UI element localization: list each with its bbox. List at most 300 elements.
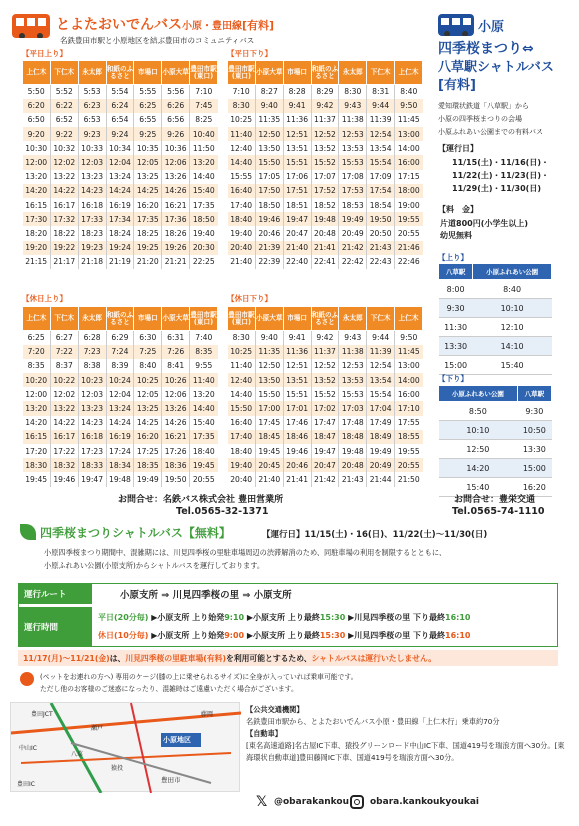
time-cell: 9:41	[283, 331, 311, 345]
time-cell: 13:51	[283, 141, 311, 155]
time-cell: 19:45	[23, 472, 51, 486]
time-cell: 13:20	[23, 170, 51, 184]
time-cell: 17:50	[255, 184, 283, 198]
time-cell: 20:47	[283, 226, 311, 240]
table-row	[23, 212, 218, 226]
time-cell: 17:40	[228, 430, 256, 444]
time-cell: 21:39	[255, 241, 283, 255]
time-cell: 9:40	[255, 331, 283, 345]
time-cell: 12:51	[283, 127, 311, 141]
time-cell: 18:50	[190, 212, 218, 226]
column-header: 上仁木	[23, 61, 51, 85]
time-cell: 6:56	[162, 113, 190, 127]
time-cell: 11:36	[283, 113, 311, 127]
time-cell: 11:35	[255, 345, 283, 359]
time-cell: 9:22	[50, 127, 78, 141]
table-row	[439, 356, 552, 375]
time-cell: 10:25	[228, 345, 256, 359]
time-cell: 14:20	[439, 459, 518, 478]
time-cell: 11:40	[228, 127, 256, 141]
column-header: 小原ふれあい公園	[439, 386, 518, 402]
time-cell: 19:24	[106, 241, 134, 255]
tel-hoei: Tel.0565-74-1110	[452, 506, 545, 517]
time-cell: 13:20	[192, 389, 215, 399]
time-cell: 14:10	[473, 337, 552, 356]
time-cell: 11:38	[339, 345, 367, 359]
table-row	[228, 155, 423, 169]
time-cell: 19:48	[311, 212, 339, 226]
time-cell: 14:40	[228, 155, 256, 169]
title-route: 小原・豊田線	[182, 21, 242, 32]
time-cell: 16:15	[23, 430, 51, 444]
time-cell: 12:03	[78, 387, 106, 401]
table-row	[439, 402, 552, 421]
time-cell: 17:22	[50, 444, 78, 458]
wd-last-label: ▶小原支所 上り最終	[246, 613, 320, 622]
time-cell: 16:00	[397, 389, 420, 399]
access-car: [東名高速道路]名古屋IC下車、猿投グリーンロード中山IC下車、国道419号を瑞浪方面へ30分。[東海環状自動車道]豊田藤岡IC下車、国道419号を瑞浪方面へ30分。	[246, 741, 565, 762]
pet-line: (ペットをお連れの方へ) 専用のケージ(膝の上に乗せられるサイズ)に全身が入っていれば乗車可能です。	[40, 673, 358, 681]
time-cell: 18:24	[106, 226, 134, 240]
time-cell: 12:53	[339, 127, 367, 141]
time-cell: 14:00	[395, 373, 423, 387]
time-cell: 19:49	[134, 472, 162, 486]
time-cell: 11:45	[397, 115, 420, 125]
holiday-up-table	[22, 306, 218, 487]
time-cell: 7:40	[195, 333, 213, 343]
time-cell: 9:43	[339, 331, 367, 345]
column-header: 永太郎	[339, 307, 367, 331]
time-cell: 17:25	[134, 444, 162, 458]
time-cell: 7:22	[50, 345, 78, 359]
time-cell: 12:54	[367, 127, 395, 141]
free-desc-line: 小原ふれあい公園(小原支所)からシャトルバスを運行しております。	[44, 561, 265, 570]
time-cell: 18:50	[255, 198, 283, 212]
time-cell: 18:51	[283, 198, 311, 212]
time-cell: 8:30	[228, 99, 256, 113]
time-cell: 18:46	[283, 430, 311, 444]
time-cell: 18:20	[23, 226, 51, 240]
time-cell: 17:48	[339, 416, 367, 430]
time-cell: 17:49	[367, 416, 395, 430]
column-header: 和紙のふるさと	[311, 61, 339, 85]
instagram-handle[interactable]: obara.kankoukyoukai	[370, 797, 480, 807]
time-cell: 10:25	[228, 113, 256, 127]
time-cell: 12:06	[162, 387, 190, 401]
time-cell: 12:10	[473, 318, 552, 337]
time-cell: 14:25	[134, 416, 162, 430]
time-cell: 19:46	[255, 212, 283, 226]
time-cell: 9:24	[106, 127, 134, 141]
time-cell: 11:50	[192, 143, 215, 153]
time-cell: 12:53	[339, 359, 367, 373]
time-cell: 17:33	[78, 212, 106, 226]
shuttle-up-table	[438, 263, 552, 375]
time-cell: 14:00	[397, 143, 420, 153]
time-cell: 17:07	[311, 170, 339, 184]
time-cell: 18:53	[339, 198, 367, 212]
table-row	[228, 198, 423, 212]
column-header: 豊田市駅(東口)	[190, 61, 218, 85]
time-cell: 5:50	[23, 85, 51, 99]
table-row	[23, 472, 218, 486]
table-row	[228, 430, 423, 444]
time-cell: 20:49	[367, 458, 395, 472]
time-cell: 13:52	[311, 141, 339, 155]
time-cell: 18:25	[134, 226, 162, 240]
time-cell: 13:22	[50, 170, 78, 184]
time-cell: 16:19	[106, 198, 134, 212]
time-cell: 15:40	[190, 184, 218, 198]
time-cell: 17:26	[162, 444, 190, 458]
time-cell: 11:38	[339, 113, 367, 127]
time-cell: 9:55	[195, 361, 213, 371]
time-cell: 12:40	[228, 373, 256, 387]
time-cell: 21:15	[23, 255, 51, 269]
column-header: 市場口	[134, 307, 162, 331]
time-cell: 14:22	[50, 416, 78, 430]
time-cell: 19:25	[134, 241, 162, 255]
time-cell: 7:20	[23, 345, 51, 359]
table-row	[228, 170, 423, 184]
access-public-label: 【公共交通機関】	[246, 705, 304, 714]
time-cell: 6:29	[106, 331, 134, 345]
access-public: 名鉄豊田市駅から、とよたおいでんバス小原・豊田線「上仁木行」乗車約70分	[246, 717, 500, 726]
shuttle-down-label: 【下り】	[438, 374, 468, 383]
time-cell: 8:35	[23, 359, 51, 373]
time-cell: 19:26	[162, 241, 190, 255]
table-row	[228, 99, 423, 113]
time-cell: 12:52	[311, 359, 339, 373]
weekday-up-table	[22, 60, 218, 269]
time-cell: 19:20	[23, 241, 51, 255]
time-cell: 12:02	[50, 155, 78, 169]
time-cell: 9:30	[439, 299, 473, 318]
time-cell: 13:24	[106, 401, 134, 415]
time-cell: 18:35	[134, 458, 162, 472]
time-cell: 13:30	[517, 440, 551, 459]
table-row	[23, 401, 218, 415]
shuttle-desc-line: 愛知環状鉄道「八草駅」から	[438, 102, 529, 110]
pet-line: ただし他のお客様のご迷惑になったり、混雑時はご遠慮いただく場合がございます。	[40, 685, 298, 693]
time-cell: 6:54	[106, 113, 134, 127]
time-cell: 17:03	[339, 401, 367, 415]
time-cell: 15:52	[311, 155, 339, 169]
time-cell: 9:23	[78, 127, 106, 141]
time-cell: 18:40	[228, 212, 256, 226]
time-cell: 20:47	[311, 458, 339, 472]
time-cell: 21:21	[162, 255, 190, 269]
table-row	[439, 318, 552, 337]
time-cell: 12:06	[162, 155, 190, 169]
free-shuttle-title: 四季桜まつりシャトルバス【無料】	[40, 526, 231, 540]
column-header: 永太郎	[339, 61, 367, 85]
time-cell: 11:39	[367, 113, 395, 127]
time-cell: 21:44	[367, 472, 395, 486]
time-cell: 19:49	[339, 212, 367, 226]
time-cell: 13:50	[255, 141, 283, 155]
time-cell: 10:30	[23, 141, 51, 155]
time-cell: 20:48	[311, 226, 339, 240]
x-handle[interactable]: @obarakankou	[274, 797, 350, 807]
leaf-icon	[20, 524, 36, 540]
time-cell: 17:45	[255, 416, 283, 430]
time-cell: 21:46	[395, 241, 423, 255]
time-cell: 17:24	[106, 444, 134, 458]
time-cell: 21:40	[255, 472, 283, 486]
table-row	[228, 373, 423, 387]
time-cell: 17:55	[397, 418, 420, 428]
table-row	[228, 472, 423, 486]
time-cell: 16:19	[106, 430, 134, 444]
time-cell: 16:17	[50, 430, 78, 444]
time-cell: 17:35	[190, 430, 218, 444]
weekday-interval: 平日(20分毎)	[98, 613, 149, 622]
time-cell: 10:23	[78, 373, 106, 387]
time-cell: 15:00	[439, 356, 473, 375]
time-cell: 10:22	[50, 373, 78, 387]
time-cell: 17:05	[255, 170, 283, 184]
time-cell: 11:40	[228, 359, 256, 373]
access-car-label: 【自動車】	[246, 729, 282, 738]
table-row	[228, 226, 423, 240]
weekday-up-label: 【平日上り】	[22, 49, 67, 58]
time-cell: 19:49	[367, 444, 395, 458]
time-cell: 8:37	[50, 359, 78, 373]
time-cell: 10:34	[106, 141, 134, 155]
time-cell: 20:40	[228, 472, 256, 486]
time-cell: 15:51	[283, 387, 311, 401]
time-cell: 19:46	[50, 472, 78, 486]
time-cell: 12:02	[50, 387, 78, 401]
time-cell: 15:50	[228, 401, 256, 415]
time-cell: 17:46	[283, 416, 311, 430]
column-header: 和紙のふるさと	[106, 61, 134, 85]
table-row	[23, 99, 218, 113]
table-row	[23, 359, 218, 373]
table-row	[23, 255, 218, 269]
time-cell: 15:00	[517, 459, 551, 478]
table-row	[23, 241, 218, 255]
bus-icon	[12, 14, 50, 38]
time-cell: 17:53	[339, 184, 367, 198]
column-header: 上仁木	[395, 307, 423, 331]
time-cell: 15:54	[367, 387, 395, 401]
time-cell: 9:30	[517, 402, 551, 421]
column-header: 豊田市駅(東口)	[228, 61, 256, 85]
time-cell: 5:55	[134, 85, 162, 99]
map-label: 豊田IC	[17, 781, 35, 788]
time-cell: 18:23	[78, 226, 106, 240]
table-row	[23, 170, 218, 184]
table-row	[228, 85, 423, 99]
contact-hoei: お問合せ：豊栄交通	[454, 495, 536, 505]
column-header: 小原大草	[255, 61, 283, 85]
time-cell: 17:47	[311, 416, 339, 430]
table-row	[228, 255, 423, 269]
time-cell: 14:23	[78, 184, 106, 198]
time-cell: 12:40	[228, 141, 256, 155]
time-cell: 19:47	[78, 472, 106, 486]
time-cell: 20:55	[397, 228, 420, 238]
table-row	[23, 458, 218, 472]
time-cell: 12:52	[311, 127, 339, 141]
time-cell: 6:52	[50, 113, 78, 127]
time-cell: 15:53	[339, 155, 367, 169]
time-cell: 16:40	[228, 416, 256, 430]
table-row	[439, 280, 552, 299]
time-cell: 6:53	[78, 113, 106, 127]
time-cell: 18:32	[50, 458, 78, 472]
pet-notice	[40, 671, 357, 695]
time-cell: 21:40	[283, 241, 311, 255]
title-main: とよたおいでんバス	[56, 17, 182, 33]
access-info	[246, 704, 566, 764]
time-cell: 14:26	[162, 184, 190, 198]
time-cell: 17:01	[283, 401, 311, 415]
time-cell: 17:23	[78, 444, 106, 458]
table-row	[228, 113, 423, 127]
time-cell: 20:48	[339, 458, 367, 472]
time-cell: 21:43	[339, 472, 367, 486]
table-row	[23, 113, 218, 127]
time-cell: 9:44	[367, 99, 395, 113]
table-row	[23, 430, 218, 444]
time-cell: 8:27	[255, 85, 283, 99]
time-cell: 8:28	[283, 85, 311, 99]
column-header: 豊田市駅(東口)	[228, 307, 256, 331]
shuttle-title-2: 四季桜まつり⇔	[438, 41, 534, 57]
time-cell: 13:53	[339, 373, 367, 387]
time-cell: 7:10	[228, 85, 256, 99]
time-cell: 17:08	[339, 170, 367, 184]
page-subtitle: 名鉄豊田市駅と小原地区を結ぶ豊田市のコミュニティバス	[60, 36, 255, 45]
hd-down-time: 16:10	[445, 631, 471, 640]
time-cell: 18:22	[50, 226, 78, 240]
time-cell: 22:41	[311, 255, 339, 269]
time-cell: 8:00	[439, 280, 473, 299]
map-label: 猿投	[111, 765, 124, 772]
time-cell: 15:40	[473, 356, 552, 375]
time-cell: 10:32	[50, 141, 78, 155]
time-cell: 11:45	[395, 345, 423, 359]
time-cell: 7:24	[106, 345, 134, 359]
time-cell: 18:30	[23, 458, 51, 472]
weekday-down-label: 【平日下り】	[227, 49, 272, 58]
wd-down-label: ▶川見四季桜の里 下り最終	[348, 613, 446, 622]
time-cell: 16:40	[228, 184, 256, 198]
time-cell: 8:31	[367, 85, 395, 99]
time-cell: 15:50	[255, 387, 283, 401]
time-cell: 12:03	[78, 155, 106, 169]
hd-last-time: 15:30	[319, 631, 346, 640]
time-cell: 6:31	[162, 331, 190, 345]
time-cell: 13:26	[162, 170, 190, 184]
time-cell: 9:50	[395, 99, 423, 113]
free-days-text: 11/15(土)・16(日)、11/22(土)〜11/30(日)	[304, 530, 488, 540]
time-cell: 18:49	[367, 430, 395, 444]
column-header: 永太郎	[78, 307, 106, 331]
hd-first-time: 9:00	[224, 631, 245, 640]
time-cell: 20:40	[228, 241, 256, 255]
free-shuttle-days	[262, 528, 487, 540]
time-cell: 17:20	[23, 444, 51, 458]
column-header: 上仁木	[395, 61, 423, 85]
table-row	[23, 345, 218, 359]
time-cell: 13:24	[106, 170, 134, 184]
time-cell: 6:22	[50, 99, 78, 113]
table-row	[23, 198, 218, 212]
contact-meitetsu: お問合せ：名鉄バス株式会社 豊田営業所	[118, 495, 284, 505]
time-cell: 13:26	[162, 401, 190, 415]
shuttle-fee-label: 【料 金】	[438, 205, 478, 214]
title-paid: [有料]	[242, 19, 275, 32]
table-row	[23, 444, 218, 458]
table-row	[23, 127, 218, 141]
table-row	[439, 440, 552, 459]
time-cell: 8:29	[311, 85, 339, 99]
time-cell: 11:36	[283, 345, 311, 359]
time-cell: 13:22	[50, 401, 78, 415]
time-cell: 21:41	[283, 472, 311, 486]
time-cell: 19:00	[397, 200, 420, 210]
time-cell: 15:40	[439, 478, 518, 497]
time-cell: 8:30	[228, 331, 256, 345]
table-row	[23, 331, 218, 345]
column-header: 八草駅	[439, 264, 473, 280]
time-cell: 22:43	[367, 255, 395, 269]
time-cell: 22:46	[397, 257, 420, 267]
time-cell: 21:42	[339, 241, 367, 255]
time-cell: 19:46	[283, 444, 311, 458]
time-cell: 19:40	[192, 228, 215, 238]
column-header: 小原大草	[162, 307, 190, 331]
table-row	[23, 85, 218, 99]
time-cell: 19:40	[228, 458, 256, 472]
instagram-icon	[350, 795, 364, 809]
time-cell: 17:52	[311, 184, 339, 198]
time-cell: 15:53	[339, 387, 367, 401]
table-row	[23, 387, 218, 401]
column-header: 和紙のふるさと	[106, 307, 134, 331]
time-cell: 16:20	[134, 430, 162, 444]
time-cell: 13:25	[134, 170, 162, 184]
table-row	[23, 141, 218, 155]
time-cell: 8:40	[473, 280, 552, 299]
time-cell: 21:19	[106, 255, 134, 269]
time-label: 運行時間	[18, 607, 92, 647]
time-cell: 10:10	[473, 299, 552, 318]
time-cell: 12:05	[134, 387, 162, 401]
time-cell: 18:33	[78, 458, 106, 472]
free-desc-line: 小原四季桜まつり期間中、混雑期には、川見四季桜の里駐車場周辺の渋滞解消のため、同駐車場の利用を制限するとともに、	[44, 548, 447, 557]
column-header: 市場口	[283, 307, 311, 331]
time-cell: 13:20	[23, 401, 51, 415]
time-cell: 14:25	[134, 184, 162, 198]
time-cell: 6:25	[23, 331, 51, 345]
time-cell: 9:26	[162, 127, 190, 141]
time-cell: 8:40	[400, 87, 418, 97]
time-cell: 17:32	[50, 212, 78, 226]
time-cell: 10:24	[106, 373, 134, 387]
time-cell: 5:56	[162, 85, 190, 99]
time-cell: 6:30	[134, 331, 162, 345]
column-header: 永太郎	[78, 61, 106, 85]
time-cell: 17:09	[367, 170, 395, 184]
time-cell: 14:20	[23, 184, 51, 198]
time-cell: 20:50	[367, 226, 395, 240]
hd-first-label: ▶小原支所 上り始発	[151, 631, 225, 640]
